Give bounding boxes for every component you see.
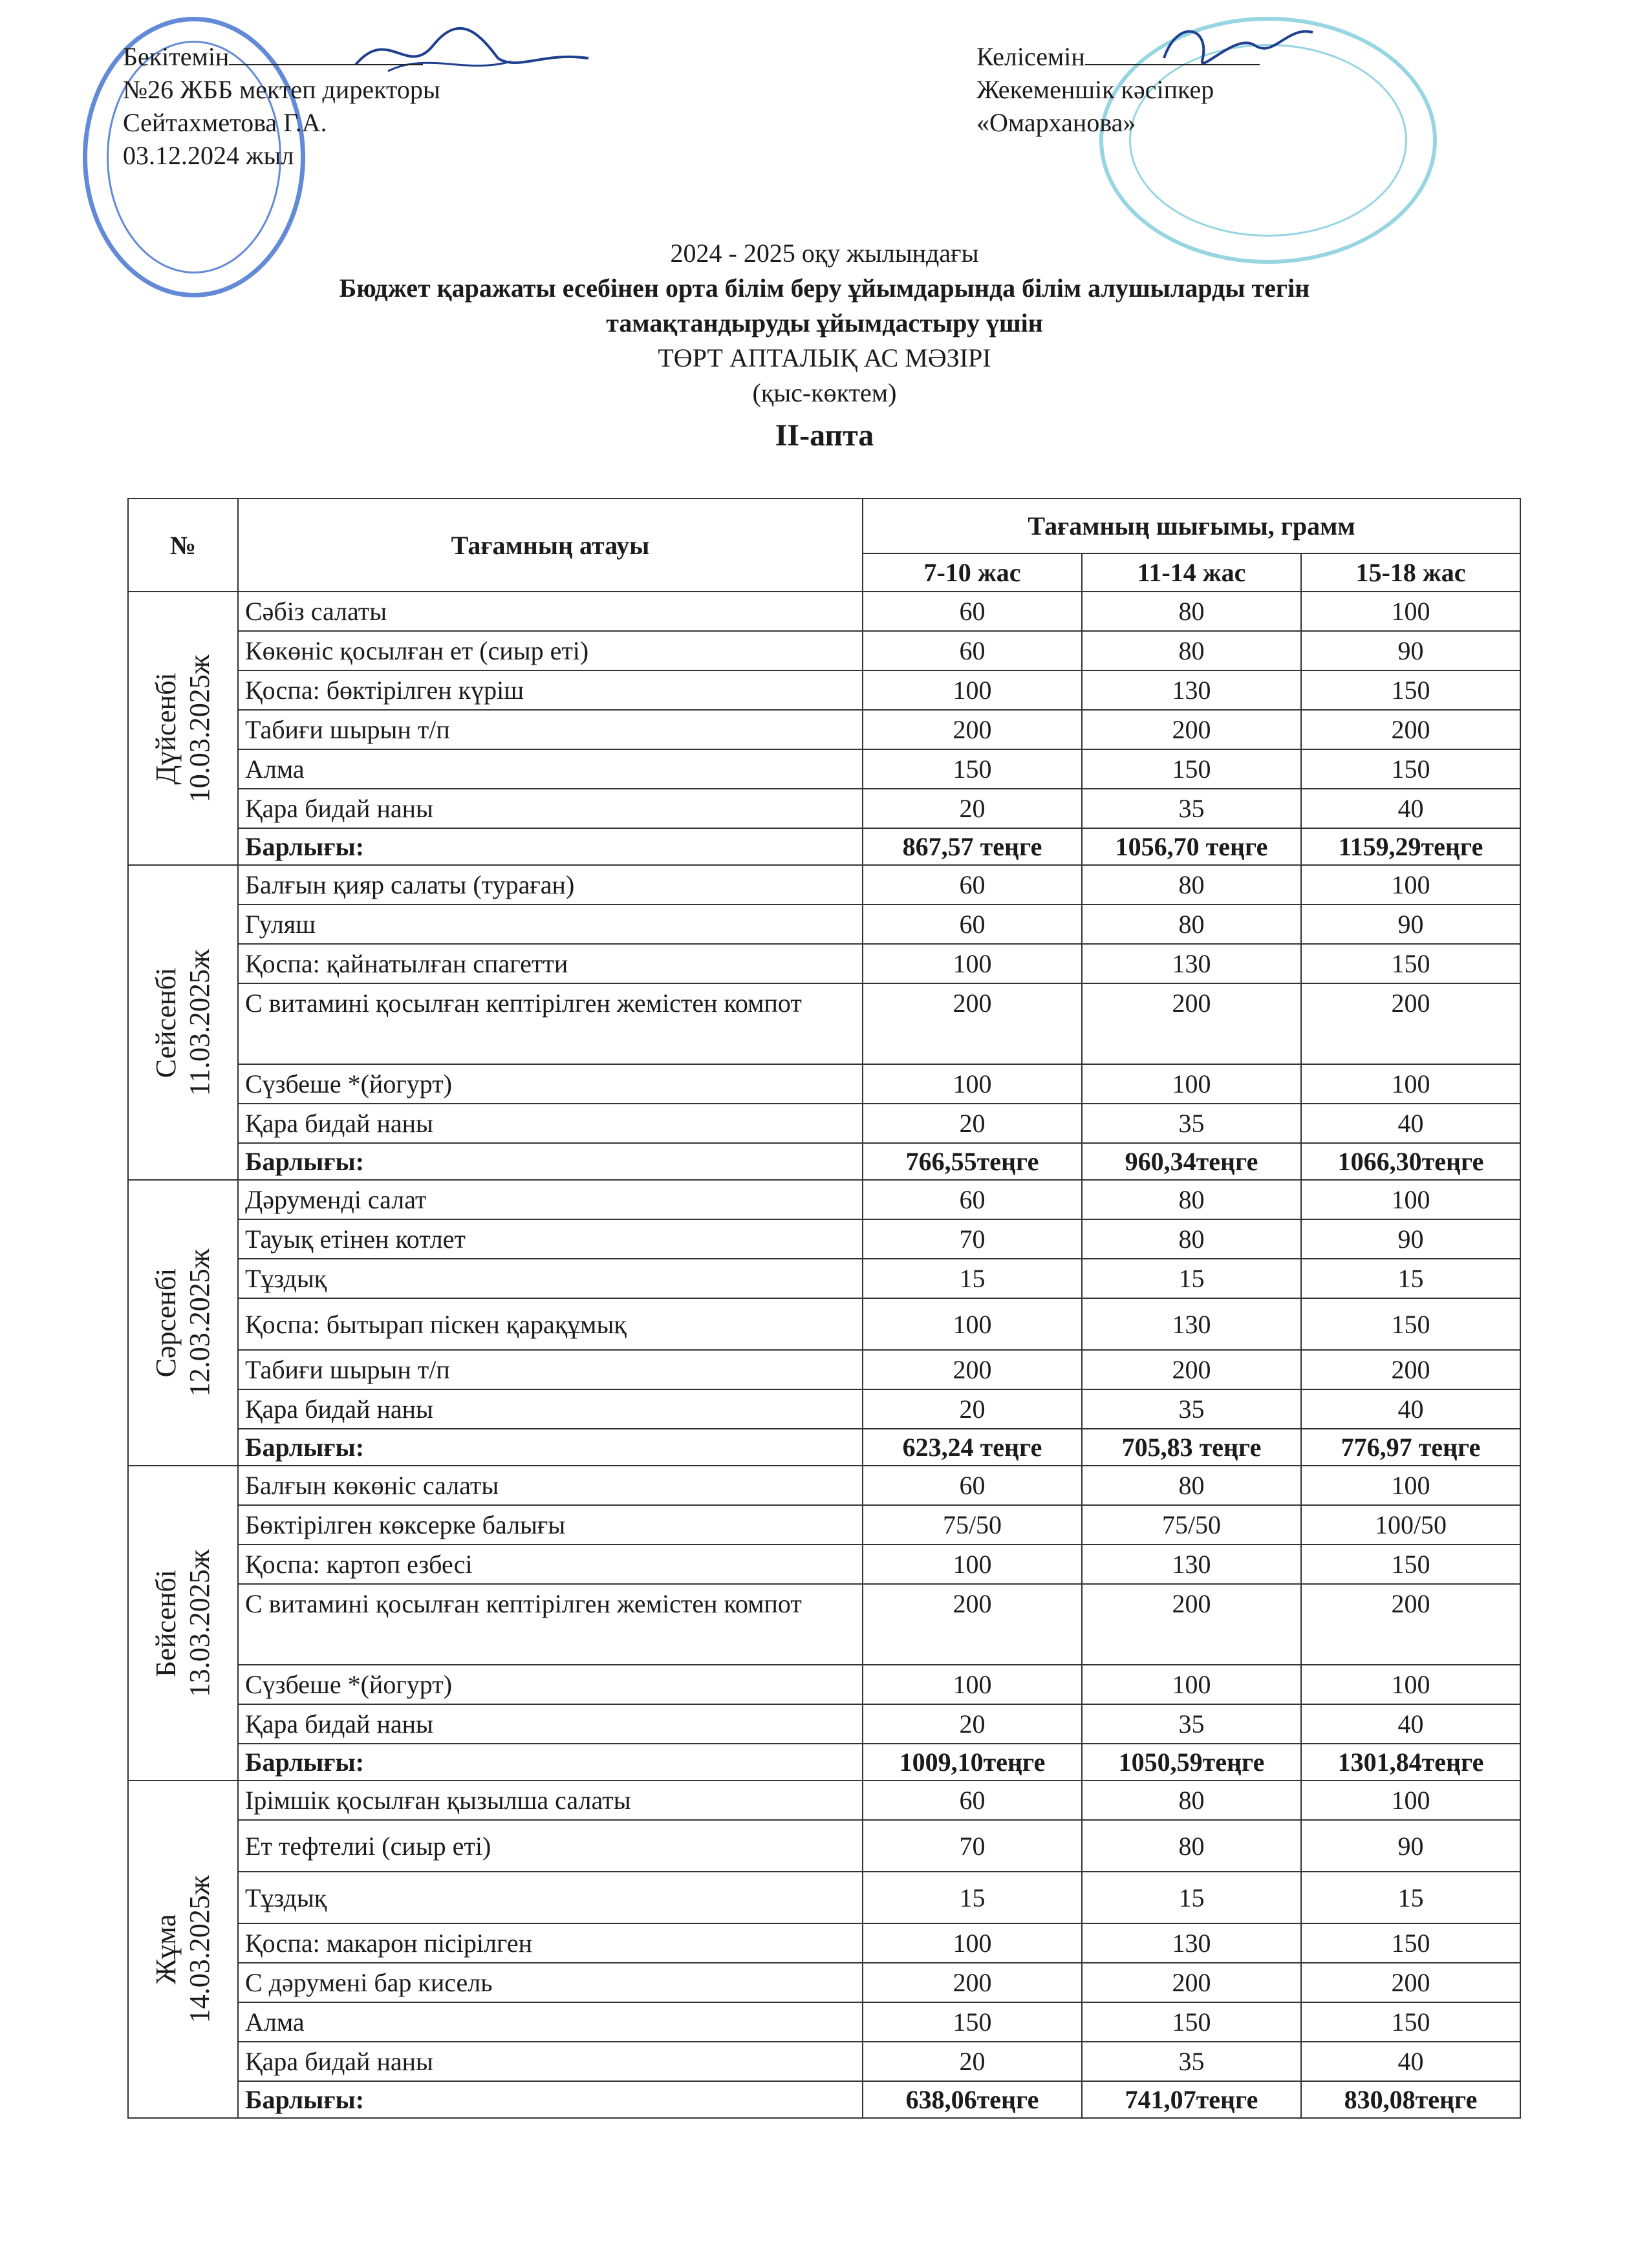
yield-11-14: 200 [1082,710,1301,749]
yield-7-10: 60 [863,592,1082,631]
yield-7-10: 20 [863,1704,1082,1744]
yield-11-14: 80 [1082,1180,1301,1219]
title-line: тамақтандыруды ұйымдастыру үшін [606,308,1043,337]
dish-name: Алма [238,2002,863,2042]
yield-11-14: 130 [1082,1923,1301,1963]
yield-11-14: 130 [1082,1298,1301,1350]
yield-7-10: 200 [863,1584,1082,1665]
table-row [128,1505,1520,1545]
yield-11-14: 200 [1082,1963,1301,2002]
table-row [128,1180,1520,1219]
dish-name: Алма [238,749,863,789]
signature-line [229,64,423,65]
yield-7-10: 200 [863,1350,1082,1389]
total-15-18: 776,97 теңге [1301,1429,1520,1466]
approve-label: Бекітемін [123,42,230,71]
yield-7-10: 60 [863,1180,1082,1219]
yield-11-14: 100 [1082,1064,1301,1104]
total-7-10: 1009,10теңге [863,1744,1082,1781]
total-15-18: 1301,84теңге [1301,1744,1520,1781]
yield-15-18: 40 [1301,1389,1520,1429]
yield-11-14: 35 [1082,1704,1301,1744]
table-row [128,1963,1520,2002]
col-age-header: 15-18 жас [1301,553,1520,592]
yield-15-18: 150 [1301,749,1520,789]
dish-name: С дәрумені бар кисель [238,1963,863,2002]
yield-11-14: 35 [1082,1104,1301,1143]
table-row [128,904,1520,944]
dish-name: Табиғи шырын т/п [238,1350,863,1389]
table-row [128,983,1520,1064]
yield-7-10: 200 [863,710,1082,749]
day-name: Сейсенбі [150,967,182,1078]
day-label [149,949,217,1096]
day-date: 12.03.2025ж [184,1248,215,1397]
yield-15-18: 150 [1301,670,1520,710]
table-header-row [128,498,1520,553]
dish-name: Қоспа: бытырап піскен қарақұмық [238,1298,863,1350]
table-row [128,1389,1520,1429]
dish-name: Қара бидай наны [238,1389,863,1429]
day-date: 13.03.2025ж [184,1549,215,1697]
yield-11-14: 80 [1082,1781,1301,1820]
yield-11-14: 130 [1082,1545,1301,1584]
agreement-block [976,40,1260,139]
table-row [128,1466,1520,1505]
total-row [128,828,1520,865]
title-season: (қыс-көктем) [752,378,897,407]
total-11-14: 960,34теңге [1082,1143,1301,1180]
dish-name: Сәбіз салаты [238,592,863,631]
day-cell [128,1180,238,1466]
day-cell [128,592,238,865]
day-label [149,1249,217,1396]
title-year: 2024 - 2025 оқу жылындағы [670,239,979,268]
dish-name: Қоспа: макарон пісірілген [238,1923,863,1963]
table-row [128,865,1520,904]
yield-15-18: 15 [1301,1259,1520,1298]
yield-7-10: 70 [863,1820,1082,1872]
total-15-18: 1159,29теңге [1301,828,1520,865]
day-label [149,1549,217,1696]
table-row [128,710,1520,749]
total-row [128,1429,1520,1466]
yield-7-10: 20 [863,1389,1082,1429]
title-menu: ТӨРТ АПТАЛЫҚ АС МӘЗІРІ [658,343,991,372]
agree-label: Келісемін [976,42,1085,71]
yield-15-18: 90 [1301,1820,1520,1872]
yield-11-14: 200 [1082,983,1301,1064]
menu-table [127,498,1521,2119]
yield-7-10: 20 [863,2042,1082,2081]
day-label [149,1876,217,2023]
table-row [128,1872,1520,1923]
dish-name: Тұздық [238,1872,863,1923]
yield-11-14: 150 [1082,749,1301,789]
yield-7-10: 15 [863,1259,1082,1298]
yield-7-10: 60 [863,904,1082,944]
yield-15-18: 100 [1301,1064,1520,1104]
yield-11-14: 80 [1082,631,1301,670]
signature-line [1085,64,1260,65]
dish-name: Гуляш [238,904,863,944]
yield-11-14: 75/50 [1082,1505,1301,1545]
dish-name: Балғын қияр салаты (тураған) [238,865,863,904]
total-7-10: 867,57 теңге [863,828,1082,865]
yield-11-14: 80 [1082,865,1301,904]
total-15-18: 1066,30теңге [1301,1143,1520,1180]
dish-name: Қара бидай наны [238,1704,863,1744]
dish-name: С витамині қосылған кептірілген жемістен компот [238,983,863,1064]
yield-11-14: 35 [1082,789,1301,828]
day-name: Дүйсенбі [150,672,182,785]
table-row [128,1064,1520,1104]
yield-7-10: 75/50 [863,1505,1082,1545]
day-label [149,654,217,802]
day-date: 10.03.2025ж [184,654,215,802]
table-row [128,670,1520,710]
table-row [128,749,1520,789]
yield-7-10: 100 [863,1665,1082,1704]
table-row [128,1104,1520,1143]
dish-name: Қоспа: бөктірілген күріш [238,670,863,710]
yield-15-18: 150 [1301,944,1520,983]
yield-15-18: 200 [1301,710,1520,749]
yield-15-18: 40 [1301,2042,1520,2081]
yield-7-10: 60 [863,865,1082,904]
yield-15-18: 150 [1301,2002,1520,2042]
table-row [128,592,1520,631]
total-7-10: 638,06теңге [863,2081,1082,2118]
col-age-header: 11-14 жас [1082,553,1301,592]
yield-7-10: 20 [863,1104,1082,1143]
yield-7-10: 150 [863,749,1082,789]
total-7-10: 623,24 теңге [863,1429,1082,1466]
total-label: Барлығы: [238,2081,863,2118]
yield-15-18: 100 [1301,1466,1520,1505]
yield-7-10: 20 [863,789,1082,828]
table-row [128,1350,1520,1389]
table-row [128,1584,1520,1665]
yield-15-18: 200 [1301,1963,1520,2002]
col-name-header: Тағамның атауы [238,498,863,592]
dish-name: Қара бидай наны [238,1104,863,1143]
yield-15-18: 150 [1301,1545,1520,1584]
day-name: Бейсенбі [150,1569,182,1677]
yield-7-10: 60 [863,631,1082,670]
total-row [128,1143,1520,1180]
table-row [128,1820,1520,1872]
total-label: Барлығы: [238,828,863,865]
day-cell [128,1466,238,1781]
yield-7-10: 100 [863,1064,1082,1104]
col-age-header: 7-10 жас [863,553,1082,592]
director-position: №26 ЖББ мектеп директоры [123,75,440,104]
table-row [128,1219,1520,1259]
yield-11-14: 35 [1082,2042,1301,2081]
yield-15-18: 40 [1301,1704,1520,1744]
table-row [128,789,1520,828]
total-11-14: 1056,70 теңге [1082,828,1301,865]
yield-11-14: 130 [1082,944,1301,983]
yield-11-14: 80 [1082,592,1301,631]
yield-11-14: 15 [1082,1872,1301,1923]
day-cell [128,865,238,1180]
yield-15-18: 100 [1301,592,1520,631]
dish-name: Қоспа: картоп езбесі [238,1545,863,1584]
entrepreneur-position: Жекеменшік кәсіпкер [976,75,1214,104]
yield-11-14: 130 [1082,670,1301,710]
director-name: Сейтахметова Г.А. [123,108,327,137]
yield-15-18: 40 [1301,1104,1520,1143]
yield-7-10: 70 [863,1219,1082,1259]
yield-7-10: 100 [863,1545,1082,1584]
total-row [128,1744,1520,1781]
total-label: Барлығы: [238,1744,863,1781]
dish-name: С витамині қосылған кептірілген жемістен компот [238,1584,863,1665]
yield-11-14: 80 [1082,1820,1301,1872]
yield-15-18: 90 [1301,904,1520,944]
total-7-10: 766,55теңге [863,1143,1082,1180]
day-date: 14.03.2025ж [184,1875,215,2024]
yield-15-18: 100 [1301,1180,1520,1219]
dish-name: Тауық етінен котлет [238,1219,863,1259]
table-row [128,1781,1520,1820]
document-title [0,236,1649,457]
yield-11-14: 200 [1082,1584,1301,1665]
table-row [128,1704,1520,1744]
yield-7-10: 200 [863,1963,1082,2002]
total-label: Барлығы: [238,1429,863,1466]
total-15-18: 830,08теңге [1301,2081,1520,2118]
dish-name: Ірімшік қосылған қызылша салаты [238,1781,863,1820]
yield-7-10: 15 [863,1872,1082,1923]
day-name: Сәрсенбі [150,1268,182,1378]
dish-name: Тұздық [238,1259,863,1298]
yield-15-18: 200 [1301,1350,1520,1389]
yield-7-10: 150 [863,2002,1082,2042]
dish-name: Қара бидай наны [238,2042,863,2081]
title-line: Бюджет қаражаты есебінен орта білім беру ұйымдарында білім алушыларды тегін [339,273,1310,303]
yield-7-10: 60 [863,1466,1082,1505]
total-11-14: 741,07теңге [1082,2081,1301,2118]
yield-15-18: 150 [1301,1923,1520,1963]
yield-7-10: 100 [863,1923,1082,1963]
yield-11-14: 100 [1082,1665,1301,1704]
table-row [128,1298,1520,1350]
total-label: Барлығы: [238,1143,863,1180]
yield-11-14: 80 [1082,1219,1301,1259]
yield-15-18: 90 [1301,631,1520,670]
yield-11-14: 200 [1082,1350,1301,1389]
yield-11-14: 15 [1082,1259,1301,1298]
day-name: Жұма [150,1914,182,1985]
total-11-14: 705,83 теңге [1082,1429,1301,1466]
dish-name: Бөктірілген көксерке балығы [238,1505,863,1545]
col-yield-header: Тағамның шығымы, грамм [863,498,1520,553]
total-row [128,2081,1520,2118]
table-row [128,1923,1520,1963]
table-row [128,1665,1520,1704]
yield-15-18: 100 [1301,865,1520,904]
yield-15-18: 100/50 [1301,1505,1520,1545]
dish-name: Сүзбеше *(йогурт) [238,1064,863,1104]
dish-name: Қара бидай наны [238,789,863,828]
yield-7-10: 100 [863,670,1082,710]
yield-11-14: 80 [1082,1466,1301,1505]
yield-15-18: 40 [1301,789,1520,828]
dish-name: Дәруменді салат [238,1180,863,1219]
table-row [128,944,1520,983]
yield-11-14: 80 [1082,904,1301,944]
day-date: 11.03.2025ж [184,949,215,1096]
dish-name: Көкөніс қосылған ет (сиыр еті) [238,631,863,670]
approval-block [123,40,440,172]
week-label: ІІ-апта [775,418,874,453]
yield-15-18: 200 [1301,983,1520,1064]
yield-7-10: 200 [863,983,1082,1064]
dish-name: Табиғи шырын т/п [238,710,863,749]
day-cell [128,1781,238,2118]
table-row [128,1259,1520,1298]
table-row [128,2042,1520,2081]
table-row [128,631,1520,670]
yield-7-10: 100 [863,944,1082,983]
yield-15-18: 200 [1301,1584,1520,1665]
dish-name: Сүзбеше *(йогурт) [238,1665,863,1704]
dish-name: Ет тефтелиі (сиыр еті) [238,1820,863,1872]
dish-name: Балғын көкөніс салаты [238,1466,863,1505]
yield-11-14: 35 [1082,1389,1301,1429]
table-row [128,2002,1520,2042]
yield-15-18: 150 [1301,1298,1520,1350]
yield-15-18: 90 [1301,1219,1520,1259]
dish-name: Қоспа: қайнатылған спагетти [238,944,863,983]
col-number-header: № [128,498,238,592]
total-11-14: 1050,59теңге [1082,1744,1301,1781]
approval-date: 03.12.2024 жыл [123,141,294,170]
yield-11-14: 150 [1082,2002,1301,2042]
yield-7-10: 100 [863,1298,1082,1350]
yield-15-18: 100 [1301,1665,1520,1704]
yield-15-18: 100 [1301,1781,1520,1820]
table-row [128,1545,1520,1584]
entrepreneur-name: «Омарханова» [976,108,1136,137]
yield-7-10: 60 [863,1781,1082,1820]
yield-15-18: 15 [1301,1872,1520,1923]
